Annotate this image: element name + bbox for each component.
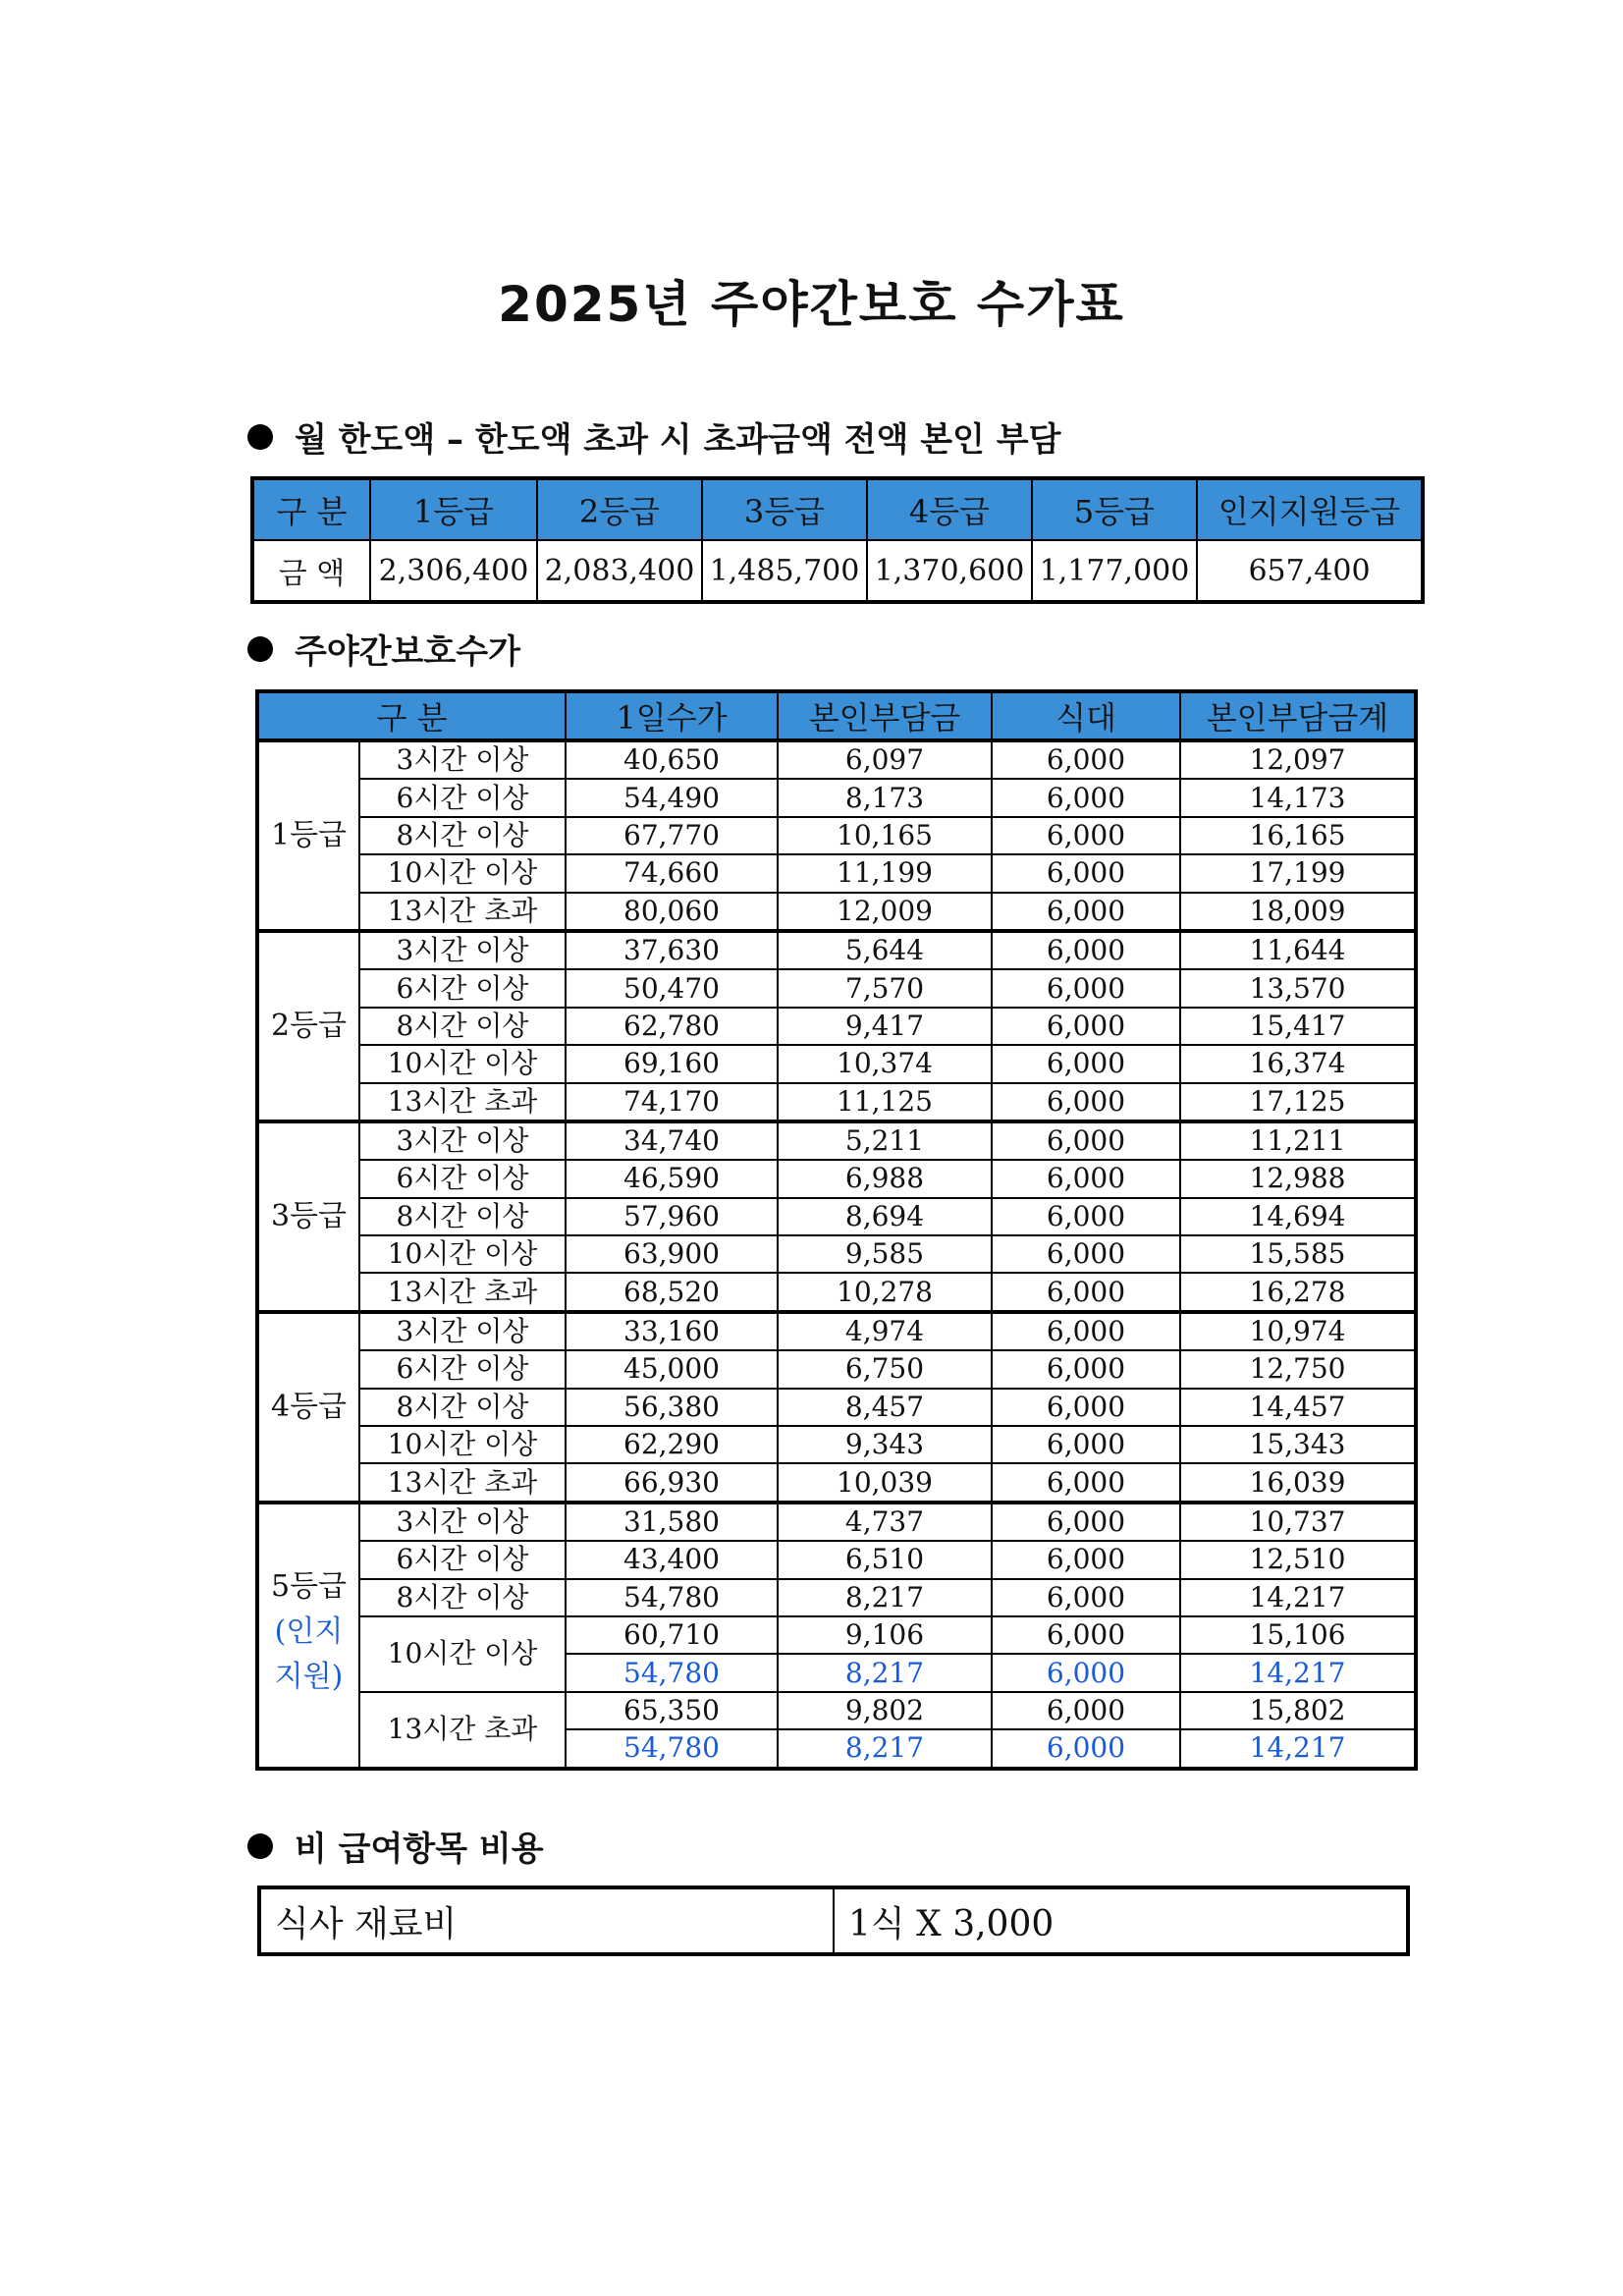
section-heading-text: 주야간보호수가 xyxy=(295,632,520,672)
table-row xyxy=(257,1045,1416,1082)
table-row xyxy=(257,1579,1416,1616)
table-row xyxy=(257,969,1416,1007)
copay-cell: 5,211 xyxy=(778,1121,992,1160)
copay-total-cell: 10,737 xyxy=(1180,1503,1416,1541)
time-cell: 8시간 이상 xyxy=(359,1198,566,1235)
table-row xyxy=(257,1008,1416,1045)
copay-total-cell: 12,510 xyxy=(1180,1541,1416,1578)
section-heading-text: 월 한도액 – 한도액 초과 시 초과금액 전액 본인 부담 xyxy=(295,420,1061,460)
copay-total-cell: 15,585 xyxy=(1180,1235,1416,1273)
table-header-row xyxy=(252,478,1423,540)
copay-cell: 8,217 xyxy=(778,1579,992,1616)
copay-cell: 12,009 xyxy=(778,893,992,931)
copay-total-cell: 11,211 xyxy=(1180,1121,1416,1160)
table-row xyxy=(257,893,1416,931)
meal-cell: 6,000 xyxy=(992,1426,1180,1463)
copay-cell: 6,510 xyxy=(778,1541,992,1578)
meal-cell: 6,000 xyxy=(992,1463,1180,1502)
meal-cell: 6,000 xyxy=(992,1503,1180,1541)
header-cell: 본인부담금 xyxy=(778,691,992,740)
meal-cell: 6,000 xyxy=(992,931,1180,969)
daily-fee-cell: 66,930 xyxy=(566,1463,778,1502)
copay-cell: 9,802 xyxy=(778,1692,992,1729)
time-cell: 10시간 이상 xyxy=(359,854,566,892)
table-row xyxy=(257,1463,1416,1502)
meal-cell: 6,000 xyxy=(992,1692,1180,1729)
table-row xyxy=(257,1312,1416,1350)
table-row xyxy=(257,1121,1416,1160)
daily-fee-cell: 74,170 xyxy=(566,1083,778,1121)
daily-fee-cell: 65,350 xyxy=(566,1692,778,1729)
copay-cell: 8,457 xyxy=(778,1389,992,1426)
daily-fee-cell: 63,900 xyxy=(566,1235,778,1273)
copay-total-cell: 12,988 xyxy=(1180,1160,1416,1197)
section-heading-day-night-fee xyxy=(247,625,520,673)
copay-total-cell: 15,343 xyxy=(1180,1426,1416,1463)
table-row xyxy=(257,1692,1416,1729)
time-cell: 6시간 이상 xyxy=(359,1160,566,1197)
time-cell: 10시간 이상 xyxy=(359,1045,566,1082)
copay-cell: 10,278 xyxy=(778,1273,992,1311)
time-cell: 3시간 이상 xyxy=(359,1121,566,1160)
monthly-limit-table xyxy=(250,476,1425,604)
section-heading-text: 비 급여항목 비용 xyxy=(295,1830,544,1869)
meal-cell: 6,000 xyxy=(992,1729,1180,1768)
time-cell: 3시간 이상 xyxy=(359,1503,566,1541)
daily-fee-cell: 50,470 xyxy=(566,969,778,1007)
daily-fee-cell: 68,520 xyxy=(566,1273,778,1311)
table-row xyxy=(259,1887,1408,1954)
daily-fee-cell: 54,780 xyxy=(566,1654,778,1691)
meal-cell: 6,000 xyxy=(992,1312,1180,1350)
header-cell: 구 분 xyxy=(252,478,370,540)
copay-total-cell: 13,570 xyxy=(1180,969,1416,1007)
daily-fee-cell: 54,780 xyxy=(566,1579,778,1616)
header-cell: 2등급 xyxy=(537,478,702,540)
meal-cell: 6,000 xyxy=(992,740,1180,779)
meal-cell: 6,000 xyxy=(992,1579,1180,1616)
copay-total-cell: 16,278 xyxy=(1180,1273,1416,1311)
copay-total-cell: 16,374 xyxy=(1180,1045,1416,1082)
meal-cell: 6,000 xyxy=(992,779,1180,816)
copay-total-cell: 14,217 xyxy=(1180,1654,1416,1691)
meal-cell: 6,000 xyxy=(992,1198,1180,1235)
meal-cell: 6,000 xyxy=(992,1273,1180,1311)
copay-cell: 9,417 xyxy=(778,1008,992,1045)
meal-cell: 6,000 xyxy=(992,1160,1180,1197)
section-heading-non-benefit xyxy=(247,1822,544,1870)
time-cell: 6시간 이상 xyxy=(359,779,566,816)
copay-cell: 4,737 xyxy=(778,1503,992,1541)
bullet-icon xyxy=(247,636,273,662)
header-cell: 1일수가 xyxy=(566,691,778,740)
meal-cell: 6,000 xyxy=(992,854,1180,892)
table-row xyxy=(257,1541,1416,1578)
copay-cell: 8,217 xyxy=(778,1654,992,1691)
time-cell: 3시간 이상 xyxy=(359,740,566,779)
header-cell: 4등급 xyxy=(867,478,1032,540)
time-cell: 13시간 초과 xyxy=(359,1463,566,1502)
daily-fee-cell: 57,960 xyxy=(566,1198,778,1235)
time-cell: 8시간 이상 xyxy=(359,1579,566,1616)
amount-cell: 2,306,400 xyxy=(370,540,537,602)
copay-cell: 11,125 xyxy=(778,1083,992,1121)
meal-cell: 6,000 xyxy=(992,1083,1180,1121)
daily-fee-cell: 54,780 xyxy=(566,1729,778,1768)
amount-cell: 1,370,600 xyxy=(867,540,1032,602)
table-row xyxy=(257,1198,1416,1235)
table-row xyxy=(257,1273,1416,1311)
amount-cell: 1,485,700 xyxy=(702,540,867,602)
header-cell: 1등급 xyxy=(370,478,537,540)
amount-cell: 657,400 xyxy=(1197,540,1423,602)
day-night-fee-table xyxy=(255,689,1418,1771)
copay-cell: 5,644 xyxy=(778,931,992,969)
daily-fee-cell: 80,060 xyxy=(566,893,778,931)
table-row xyxy=(252,540,1423,602)
copay-total-cell: 14,173 xyxy=(1180,779,1416,816)
time-cell: 13시간 초과 xyxy=(359,1273,566,1311)
copay-total-cell: 14,694 xyxy=(1180,1198,1416,1235)
grade-label: 1등급 xyxy=(257,740,359,931)
meal-cell: 6,000 xyxy=(992,1235,1180,1273)
copay-total-cell: 14,217 xyxy=(1180,1729,1416,1768)
time-cell: 6시간 이상 xyxy=(359,969,566,1007)
grade-label: 2등급 xyxy=(257,931,359,1121)
table-row xyxy=(257,1083,1416,1121)
copay-cell: 6,988 xyxy=(778,1160,992,1197)
copay-cell: 7,570 xyxy=(778,969,992,1007)
copay-cell: 6,750 xyxy=(778,1350,992,1388)
header-cell: 구 분 xyxy=(257,691,566,740)
amount-cell: 1,177,000 xyxy=(1032,540,1197,602)
table-row xyxy=(257,1426,1416,1463)
table-row xyxy=(257,931,1416,969)
table-header-row xyxy=(257,691,1416,740)
meal-cell: 6,000 xyxy=(992,1008,1180,1045)
grade-label: 3등급 xyxy=(257,1121,359,1312)
copay-total-cell: 15,802 xyxy=(1180,1692,1416,1729)
section-heading-monthly-limit xyxy=(247,412,1060,461)
daily-fee-cell: 37,630 xyxy=(566,931,778,969)
time-cell: 10시간 이상 xyxy=(359,1235,566,1273)
time-cell: 6시간 이상 xyxy=(359,1350,566,1388)
time-cell: 8시간 이상 xyxy=(359,1389,566,1426)
daily-fee-cell: 45,000 xyxy=(566,1350,778,1388)
copay-cell: 9,585 xyxy=(778,1235,992,1273)
meal-cell: 6,000 xyxy=(992,1350,1180,1388)
time-cell: 6시간 이상 xyxy=(359,1541,566,1578)
copay-cell: 8,694 xyxy=(778,1198,992,1235)
copay-total-cell: 15,417 xyxy=(1180,1008,1416,1045)
time-cell: 3시간 이상 xyxy=(359,1312,566,1350)
copay-total-cell: 16,039 xyxy=(1180,1463,1416,1502)
meal-cell: 6,000 xyxy=(992,1616,1180,1654)
daily-fee-cell: 74,660 xyxy=(566,854,778,892)
header-cell: 5등급 xyxy=(1032,478,1197,540)
meal-cell: 6,000 xyxy=(992,1121,1180,1160)
table-row xyxy=(257,740,1416,779)
copay-cell: 9,106 xyxy=(778,1616,992,1654)
copay-cell: 10,374 xyxy=(778,1045,992,1082)
meal-cell: 6,000 xyxy=(992,1045,1180,1082)
copay-total-cell: 14,457 xyxy=(1180,1389,1416,1426)
meal-cell: 6,000 xyxy=(992,1389,1180,1426)
copay-cell: 4,974 xyxy=(778,1312,992,1350)
daily-fee-cell: 31,580 xyxy=(566,1503,778,1541)
copay-total-cell: 18,009 xyxy=(1180,893,1416,931)
daily-fee-cell: 62,780 xyxy=(566,1008,778,1045)
copay-cell: 11,199 xyxy=(778,854,992,892)
daily-fee-cell: 69,160 xyxy=(566,1045,778,1082)
daily-fee-cell: 60,710 xyxy=(566,1616,778,1654)
copay-cell: 9,343 xyxy=(778,1426,992,1463)
meal-cell: 6,000 xyxy=(992,969,1180,1007)
table-row xyxy=(257,1389,1416,1426)
item-label: 식사 재료비 xyxy=(259,1887,834,1954)
item-value: 1식 X 3,000 xyxy=(834,1887,1408,1954)
copay-total-cell: 15,106 xyxy=(1180,1616,1416,1654)
daily-fee-cell: 40,650 xyxy=(566,740,778,779)
grade-label-text: 5등급 xyxy=(270,1569,348,1605)
meal-cell: 6,000 xyxy=(992,893,1180,931)
bullet-icon xyxy=(247,424,273,450)
header-cell: 본인부담금계 xyxy=(1180,691,1416,740)
table-row xyxy=(257,1160,1416,1197)
copay-cell: 10,039 xyxy=(778,1463,992,1502)
row-label: 금 액 xyxy=(252,540,370,602)
time-cell: 10시간 이상 xyxy=(359,1426,566,1463)
copay-total-cell: 14,217 xyxy=(1180,1579,1416,1616)
time-cell: 8시간 이상 xyxy=(359,817,566,854)
table-row xyxy=(257,1235,1416,1273)
copay-cell: 8,217 xyxy=(778,1729,992,1768)
table-row xyxy=(257,779,1416,816)
time-cell: 10시간 이상 xyxy=(359,1616,566,1692)
daily-fee-cell: 56,380 xyxy=(566,1389,778,1426)
copay-total-cell: 17,199 xyxy=(1180,854,1416,892)
daily-fee-cell: 46,590 xyxy=(566,1160,778,1197)
table-row xyxy=(257,854,1416,892)
amount-cell: 2,083,400 xyxy=(537,540,702,602)
daily-fee-cell: 43,400 xyxy=(566,1541,778,1578)
daily-fee-cell: 54,490 xyxy=(566,779,778,816)
copay-cell: 6,097 xyxy=(778,740,992,779)
header-cell: 식대 xyxy=(992,691,1180,740)
table-row xyxy=(257,1503,1416,1541)
daily-fee-cell: 34,740 xyxy=(566,1121,778,1160)
non-benefit-table xyxy=(257,1886,1410,1956)
meal-cell: 6,000 xyxy=(992,1654,1180,1691)
header-cell: 3등급 xyxy=(702,478,867,540)
table-row xyxy=(257,817,1416,854)
grade-label: 4등급 xyxy=(257,1312,359,1503)
bullet-icon xyxy=(247,1833,273,1859)
copay-total-cell: 11,644 xyxy=(1180,931,1416,969)
daily-fee-cell: 62,290 xyxy=(566,1426,778,1463)
meal-cell: 6,000 xyxy=(992,1541,1180,1578)
time-cell: 13시간 초과 xyxy=(359,1083,566,1121)
meal-cell: 6,000 xyxy=(992,817,1180,854)
time-cell: 8시간 이상 xyxy=(359,1008,566,1045)
copay-total-cell: 12,750 xyxy=(1180,1350,1416,1388)
time-cell: 13시간 초과 xyxy=(359,893,566,931)
page-title: 2025년 주야간보호 수가표 xyxy=(498,276,1125,333)
copay-total-cell: 16,165 xyxy=(1180,817,1416,854)
daily-fee-cell: 33,160 xyxy=(566,1312,778,1350)
grade-sublabel: (인지 지원) xyxy=(274,1614,344,1695)
table-row xyxy=(257,1616,1416,1654)
copay-cell: 8,173 xyxy=(778,779,992,816)
table-row xyxy=(257,1350,1416,1388)
header-cell: 인지지원등급 xyxy=(1197,478,1423,540)
copay-total-cell: 12,097 xyxy=(1180,740,1416,779)
time-cell: 3시간 이상 xyxy=(359,931,566,969)
daily-fee-cell: 67,770 xyxy=(566,817,778,854)
time-cell: 13시간 초과 xyxy=(359,1692,566,1769)
grade-label xyxy=(257,1503,359,1769)
copay-total-cell: 17,125 xyxy=(1180,1083,1416,1121)
copay-cell: 10,165 xyxy=(778,817,992,854)
copay-total-cell: 10,974 xyxy=(1180,1312,1416,1350)
